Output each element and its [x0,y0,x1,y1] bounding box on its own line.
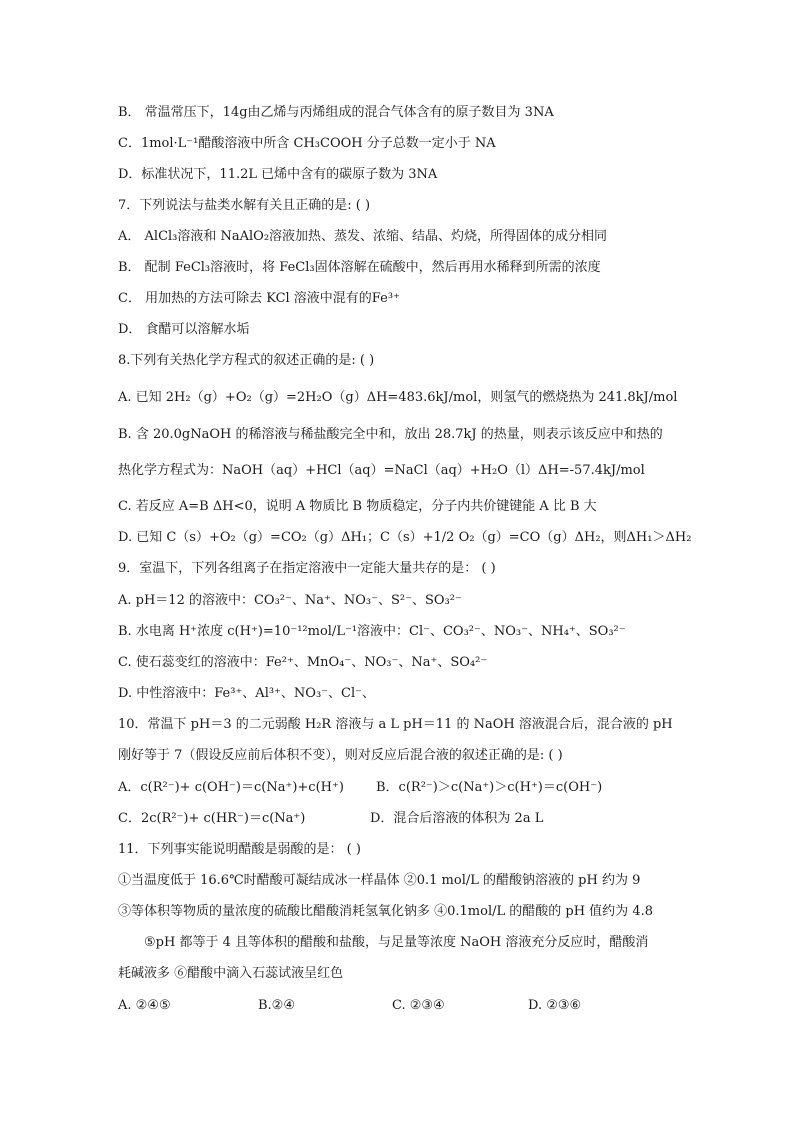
q11-facts-3: ⑤pH 都等于 4 且等体积的醋酸和盐酸，与足量等浓度 NaOH 溶液充分反应时，醋酸消 [144,935,649,950]
question-9-stem: 9．室温下，下列各组离子在指定溶液中一定能大量共存的是： ( ) [118,561,496,576]
q11-option-d: D. ②③⑥ [528,998,582,1013]
text-line: B． 常温常压下，14g由乙烯与丙烯组成的混合气体含有的原子数目为 3NA [118,105,554,120]
text-line: B． 配制 FeCl₃溶液时，将 FeCl₃固体溶解在硫酸中，然后再用水稀释到所需的浓度 [118,260,601,275]
q10-option-c: C．2c(R²⁻)+ c(HR⁻)＝c(Na⁺) [118,811,306,826]
q11-facts-1: ①当温度低于 16.6℃时醋酸可凝结成冰一样晶体 ②0.1 mol/L 的醋酸钠溶液的 pH 约为 9 [118,873,641,888]
text-line: C． 用加热的方法可除去 KCl 溶液中混有的Fe³⁺ [118,291,400,306]
text-line: D．标准状况下，11.2L 已烯中含有的碳原子数为 3NA [118,167,438,182]
text-line: A. 已知 2H₂（g）+O₂（g）=2H₂O（g）ΔH=483.6kJ/mol，则氢气的燃烧热为 241.8kJ/mol [118,390,678,405]
q10-option-b: B．c(R²⁻)＞c(Na⁺)＞c(H⁺)＝c(OH⁻) [376,780,603,795]
q11-facts-2: ③等体积等物质的量浓度的硫酸比醋酸消耗氢氧化钠多 ④0.1mol/L 的醋酸的 pH 值约为 4.8 [118,904,653,919]
question-7-stem: 7．下列说法与盐类水解有关且正确的是: ( ) [118,198,371,213]
text-line: D. 中性溶液中：Fe³⁺、Al³⁺、NO₃⁻、Cl⁻、 [118,686,375,701]
q11-option-b: B.②④ [258,998,295,1013]
text-line: C. 若反应 A=B ΔH<0，说明 A 物质比 B 物质稳定，分子内共价键键能 A 比 B 大 [118,499,597,514]
text-line: C．1mol·L⁻¹醋酸溶液中所含 CH₃COOH 分子总数一定小于 NA [118,136,496,151]
text-line: C. 使石蕊变红的溶液中：Fe²⁺、MnO₄⁻、NO₃⁻、Na⁺、SO₄²⁻ [118,655,488,670]
text-line: A． AlCl₃溶液和 NaAlO₂溶液加热、蒸发、浓缩、结晶、灼烧，所得固体的成分相同 [118,229,608,244]
text-line: A. pH＝12 的溶液中：CO₃²⁻、Na⁺、NO₃⁻、S²⁻、SO₃²⁻ [118,593,462,608]
question-11-stem: 11．下列事实能说明醋酸是弱酸的是： ( ) [118,842,361,857]
text-line: D． 食醋可以溶解水垢 [118,322,250,337]
q11-option-a: A. ②④⑤ [118,998,171,1013]
question-8-stem: 8.下列有关热化学方程式的叙述正确的是: ( ) [118,353,375,368]
text-line: 热化学方程式为：NaOH（aq）+HCl（aq）=NaCl（aq）+H₂O（l）ΔH=-57.4kJ/mol [118,463,645,478]
text-line: D. 已知 C（s）+O₂（g）=CO₂（g）ΔH₁；C（s）+1/2 O₂（g）=CO（g）ΔH₂，则ΔH₁＞ΔH₂ [118,530,692,545]
text-line: B. 水电离 H⁺浓度 c(H⁺)=10⁻¹²mol/L⁻¹溶液中：Cl⁻、CO₃²⁻、NO₃⁻、NH₄⁺、SO₃²⁻ [118,624,626,639]
question-10-stem: 10．常温下 pH＝3 的二元弱酸 H₂R 溶液与 a L pH＝11 的 NaOH 溶液混合后，混合液的 pH [118,717,673,732]
text-line: 刚好等于 7（假设反应前后体积不变），则对反应后混合液的叙述正确的是: ( ) [118,748,563,763]
q11-facts-4: 耗碱液多 ⑥醋酸中滴入石蕊试液呈红色 [118,966,344,981]
q11-option-c: C. ②③④ [392,998,445,1013]
q10-option-a: A．c(R²⁻)+ c(OH⁻)＝c(Na⁺)+c(H⁺) [118,780,344,795]
q10-option-d: D．混合后溶液的体积为 2a L [370,811,544,826]
text-line: B. 含 20.0gNaOH 的稀溶液与稀盐酸完全中和，放出 28.7kJ 的热量，则表示该反应中和热的 [118,427,663,442]
